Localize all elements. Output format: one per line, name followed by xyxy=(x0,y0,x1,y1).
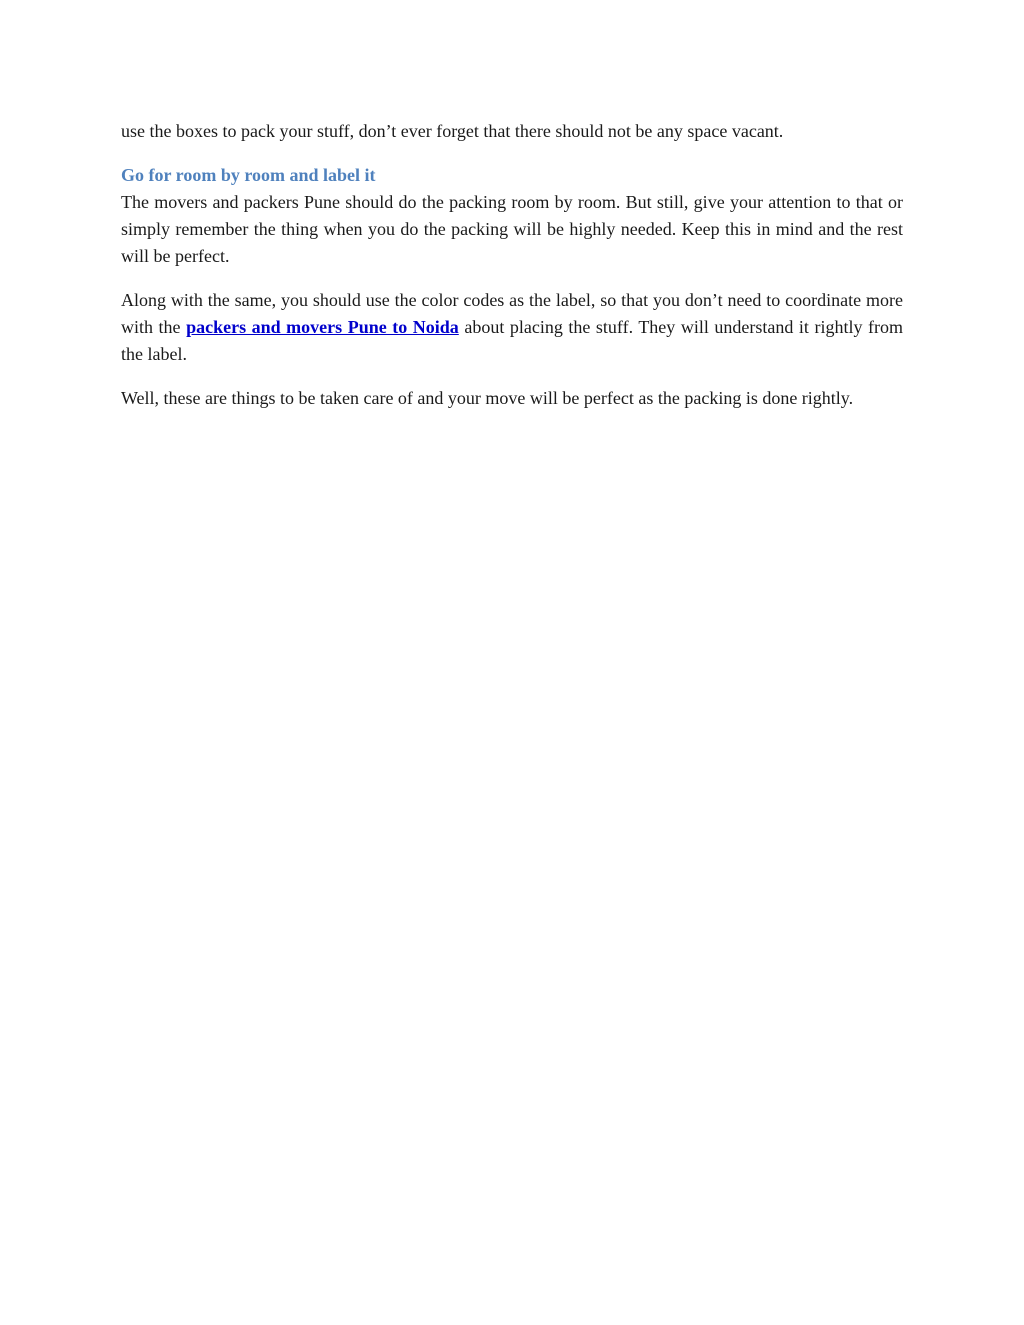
paragraph-color-codes xyxy=(121,287,903,368)
document-page xyxy=(121,118,903,429)
packers-movers-link[interactable]: packers and movers Pune to Noida xyxy=(186,317,459,337)
section-heading: Go for room by room and label it xyxy=(121,165,376,185)
paragraph-boxes: use the boxes to pack your stuff, don’t ever forget that there should not be any space vacant. xyxy=(121,121,784,141)
paragraph-color-codes-text-before: Along with the same, you should use the color codes as the label, so that you don’t need to coordinate more with the xyxy=(121,290,903,337)
paragraph-room-by-room: The movers and packers Pune should do the packing room by room. But still, give your attention to that or simply remember the thing when you do the packing will be highly needed. Keep this in mind and the rest will be perfect. xyxy=(121,192,903,266)
paragraph-closing: Well, these are things to be taken care of and your move will be perfect as the packing is done rightly. xyxy=(121,388,854,408)
paragraph-color-codes-text-after: about placing the stuff. They will understand it rightly from the label. xyxy=(121,317,903,364)
